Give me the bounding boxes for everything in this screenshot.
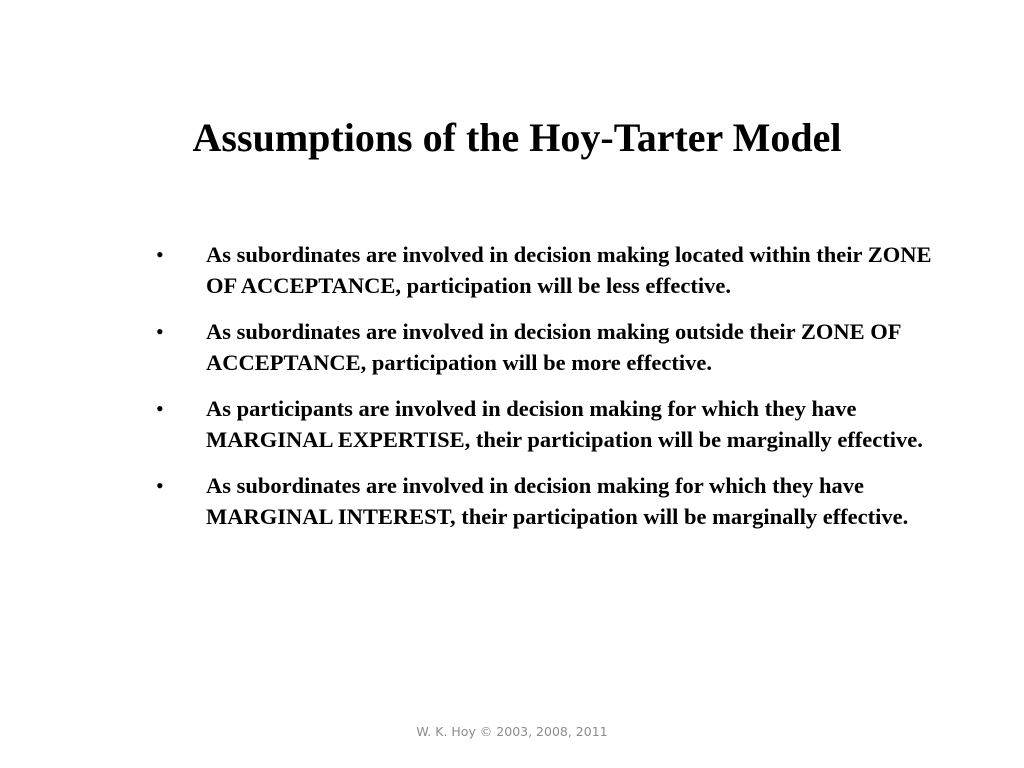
bullet-item — [150, 317, 965, 378]
bullet-icon: • — [156, 396, 164, 421]
slide-title: Assumptions of the Hoy-Tarter Model — [192, 115, 842, 160]
bullet-item — [150, 394, 965, 455]
slide-footer: W. K. Hoy © 2003, 2008, 2011 — [416, 724, 608, 739]
bullet-list — [150, 240, 965, 548]
bullet-item — [150, 240, 965, 301]
bullet-text: As subordinates are involved in decision making for which they have MARGINAL INTEREST, their participation will be marginally effective. — [206, 473, 909, 529]
bullet-icon: • — [156, 319, 164, 344]
bullet-icon: • — [156, 473, 164, 498]
bullet-item — [150, 471, 965, 532]
bullet-text: As subordinates are involved in decision making outside their ZONE OF ACCEPTANCE, participation will be more effective. — [206, 319, 901, 375]
bullet-icon: • — [156, 242, 164, 267]
bullet-text: As subordinates are involved in decision making located within their ZONE OF ACCEPTANCE, participation will be less effective. — [206, 242, 932, 298]
bullet-text: As participants are involved in decision making for which they have MARGINAL EXPERTISE, their participation will be marginally effective. — [206, 396, 923, 452]
